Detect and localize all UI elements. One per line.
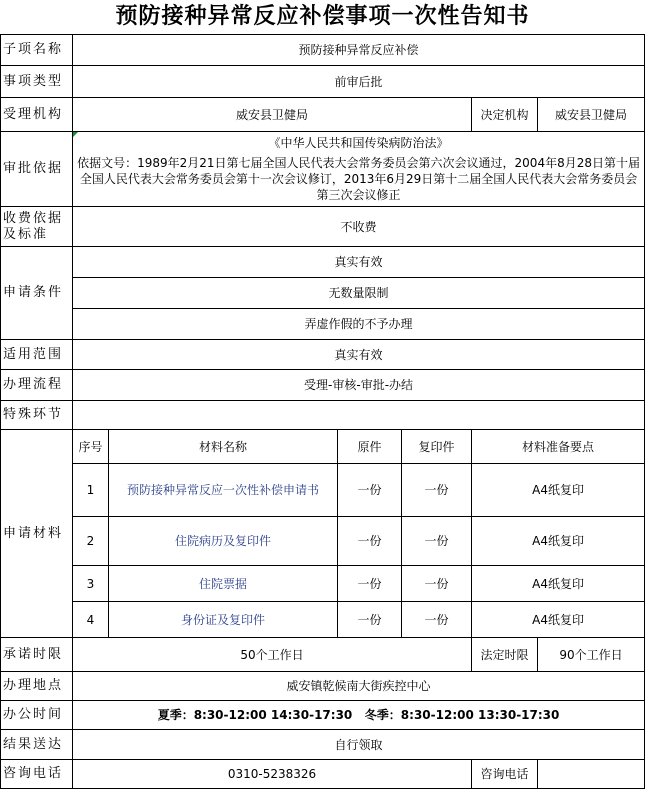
material-no: 3 <box>73 566 109 602</box>
hours-value: 夏季：8:30-12:00 14:30-17:30 冬季：8:30-12:00 13:30-17:30 <box>73 701 645 730</box>
material-original: 一份 <box>338 464 402 517</box>
material-row <box>1 566 645 602</box>
process-value: 受理-审核-审批-办结 <box>73 370 645 401</box>
hours-label: 办公时间 <box>1 701 73 730</box>
material-name: 住院病历及复印件 <box>109 517 338 566</box>
material-note: A4纸复印 <box>472 517 645 566</box>
material-note: A4纸复印 <box>472 464 645 517</box>
materials-label: 申请材料 <box>1 430 73 638</box>
materials-header-name: 材料名称 <box>109 430 338 464</box>
conditions-label: 申请条件 <box>1 247 73 340</box>
row-delivery <box>1 730 645 760</box>
materials-header-copy: 复印件 <box>402 430 472 464</box>
material-no: 2 <box>73 517 109 566</box>
material-original: 一份 <box>338 566 402 602</box>
decision-org-value: 威安县卫健局 <box>538 98 645 132</box>
material-name: 住院票据 <box>109 566 338 602</box>
material-no: 4 <box>73 602 109 638</box>
material-note: A4纸复印 <box>472 566 645 602</box>
approval-basis-cell <box>73 132 645 207</box>
condition-item: 真实有效 <box>73 247 645 278</box>
row-fee <box>1 207 645 247</box>
material-copy: 一份 <box>402 464 472 517</box>
phone-value-2 <box>538 760 645 789</box>
row-process <box>1 370 645 401</box>
row-time-limit <box>1 638 645 672</box>
material-copy: 一份 <box>402 602 472 638</box>
material-row <box>1 464 645 517</box>
row-conditions-1 <box>1 247 645 278</box>
fee-value: 不收费 <box>73 207 645 247</box>
row-conditions-3 <box>1 309 645 340</box>
material-name: 身份证及复印件 <box>109 602 338 638</box>
material-no: 1 <box>73 464 109 517</box>
material-original: 一份 <box>338 602 402 638</box>
fee-label: 收费依据及标准 <box>1 207 73 247</box>
row-item-type <box>1 66 645 98</box>
row-accepting-org <box>1 98 645 132</box>
time-limit-label: 承诺时限 <box>1 638 73 672</box>
scope-value: 真实有效 <box>73 340 645 370</box>
delivery-value: 自行领取 <box>73 730 645 760</box>
location-value: 威安镇乾候南大街疾控中心 <box>73 672 645 701</box>
row-special <box>1 401 645 430</box>
approval-basis-text: 依据文号：1989年2月21日第七届全国人民代表大会常务委员会第六次会议通过，2004年8月28日第十届全国人民代表大会常务委员会第十一次会议修订，2013年6月29日第十二届全国人民代表大会常务委员会第三次会议修正 <box>77 156 640 202</box>
accepting-org-label: 受理机构 <box>1 98 73 132</box>
row-phone <box>1 760 645 789</box>
delivery-label: 结果送达 <box>1 730 73 760</box>
sub-item-label: 子项名称 <box>1 35 73 66</box>
material-note: A4纸复印 <box>472 602 645 638</box>
item-type-label: 事项类型 <box>1 66 73 98</box>
material-row <box>1 602 645 638</box>
phone-label: 咨询电话 <box>1 760 73 789</box>
phone-label-2: 咨询电话 <box>472 760 538 789</box>
row-conditions-2 <box>1 278 645 309</box>
row-location <box>1 672 645 701</box>
legal-limit-label: 法定时限 <box>472 638 538 672</box>
materials-header-note: 材料准备要点 <box>472 430 645 464</box>
legal-limit-value: 90个工作日 <box>538 638 645 672</box>
approval-basis-law: 《中华人民共和国传染病防治法》 <box>268 136 449 150</box>
phone-value: 0310-5238326 <box>73 760 472 789</box>
special-label: 特殊环节 <box>1 401 73 430</box>
condition-item: 弄虚作假的不予办理 <box>73 309 645 340</box>
materials-header-no: 序号 <box>73 430 109 464</box>
material-row <box>1 517 645 566</box>
process-label: 办理流程 <box>1 370 73 401</box>
materials-header-original: 原件 <box>338 430 402 464</box>
time-limit-value: 50个工作日 <box>73 638 472 672</box>
item-type-value: 前审后批 <box>73 66 645 98</box>
material-original: 一份 <box>338 517 402 566</box>
materials-header-row <box>1 430 645 464</box>
row-scope <box>1 340 645 370</box>
condition-item: 无数量限制 <box>73 278 645 309</box>
sub-item-value: 预防接种异常反应补偿 <box>73 35 645 66</box>
decision-org-label: 决定机构 <box>472 98 538 132</box>
row-hours <box>1 701 645 730</box>
page-title: 预防接种异常反应补偿事项一次性告知书 <box>115 4 530 29</box>
accepting-org-value: 威安县卫健局 <box>73 98 472 132</box>
approval-basis-label: 审批依据 <box>1 132 73 207</box>
row-approval-basis <box>1 132 645 207</box>
material-copy: 一份 <box>402 566 472 602</box>
scope-label: 适用范围 <box>1 340 73 370</box>
material-name: 预防接种异常反应一次性补偿申请书 <box>109 464 338 517</box>
row-sub-item <box>1 35 645 66</box>
notice-form <box>0 34 645 789</box>
location-label: 办理地点 <box>1 672 73 701</box>
special-value <box>73 401 645 430</box>
material-copy: 一份 <box>402 517 472 566</box>
